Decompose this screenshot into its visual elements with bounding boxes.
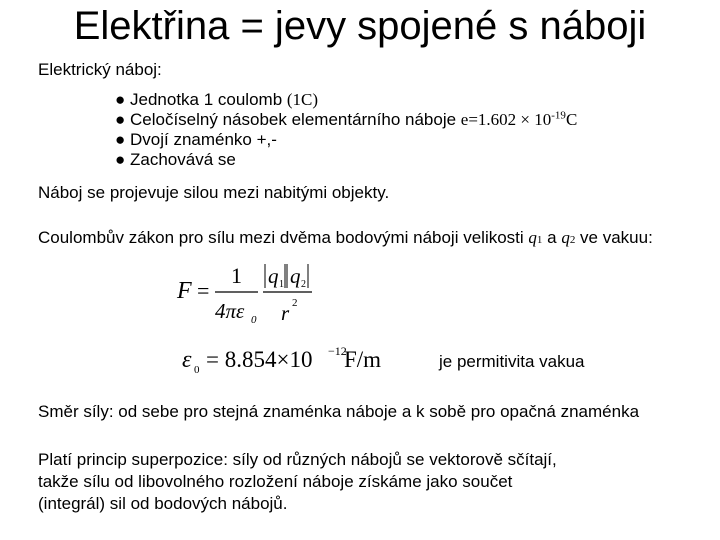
formula-r: r xyxy=(281,301,290,325)
formula-denominator-sub: 0 xyxy=(251,314,257,326)
charge-properties-list xyxy=(115,90,577,170)
bullet-icon: ● xyxy=(115,130,126,149)
bullet-icon: ● xyxy=(115,150,126,169)
charge-heading: Elektrický náboj: xyxy=(38,60,162,79)
permittivity-formula xyxy=(180,342,440,376)
page-title: Elektřina = jevy spojené s náboji xyxy=(73,4,647,48)
formula-q2-sub: 2 xyxy=(301,279,306,290)
bullet-icon: ● xyxy=(115,90,126,109)
superposition-line-2: takže sílu od libovolného rozložení náboje získáme jako součet xyxy=(38,472,513,491)
list-item: ● Celočíselný násobek elementárního náboje $e=1.602 \times 10^{-19}C$ xyxy=(115,109,578,129)
superposition-line-1: Platí princip superpozice: síly od různých nábojů se vektorově sčítají, xyxy=(38,450,557,469)
permittivity-label: je permitivita vakua xyxy=(439,352,585,371)
superposition-line-3: (integrál) sil od bodových nábojů. xyxy=(38,494,288,513)
formula-F: F xyxy=(177,278,192,304)
formula-numerator-one: 1 xyxy=(231,263,242,288)
eps-sub: 0 xyxy=(194,364,200,376)
formula-q1: q xyxy=(268,264,279,288)
formula-denominator: 4πε xyxy=(215,299,245,323)
list-item: ● Zachovává se xyxy=(115,150,236,169)
force-text: Náboj se projevuje silou mezi nabitými objekty. xyxy=(38,183,390,202)
direction-text: Směr síly: od sebe pro stejná znaménka náboje a k sobě pro opačná znaménka xyxy=(38,402,640,421)
formula-equals: = xyxy=(197,278,210,303)
formula-q1-sub: 1 xyxy=(279,279,284,290)
bullet-icon: ● xyxy=(115,110,126,129)
list-item: ● Dvojí znaménko +,- xyxy=(115,130,277,149)
formula-q2: q xyxy=(290,264,301,288)
eps-symbol: ε xyxy=(182,347,192,373)
formula-r-sup: 2 xyxy=(292,297,298,309)
eps-exponent: −12 xyxy=(328,344,347,358)
coulomb-law-text: Coulombův zákon pro sílu mezi dvěma bodovými náboji velikosti q1 a q2 ve vakuu: xyxy=(38,228,653,247)
list-item: ● Jednotka 1 coulomb (1C) xyxy=(115,90,319,109)
eps-unit: F/m xyxy=(344,347,382,372)
coulomb-formula xyxy=(175,258,325,326)
eps-value: = 8.854×10 xyxy=(206,347,313,372)
